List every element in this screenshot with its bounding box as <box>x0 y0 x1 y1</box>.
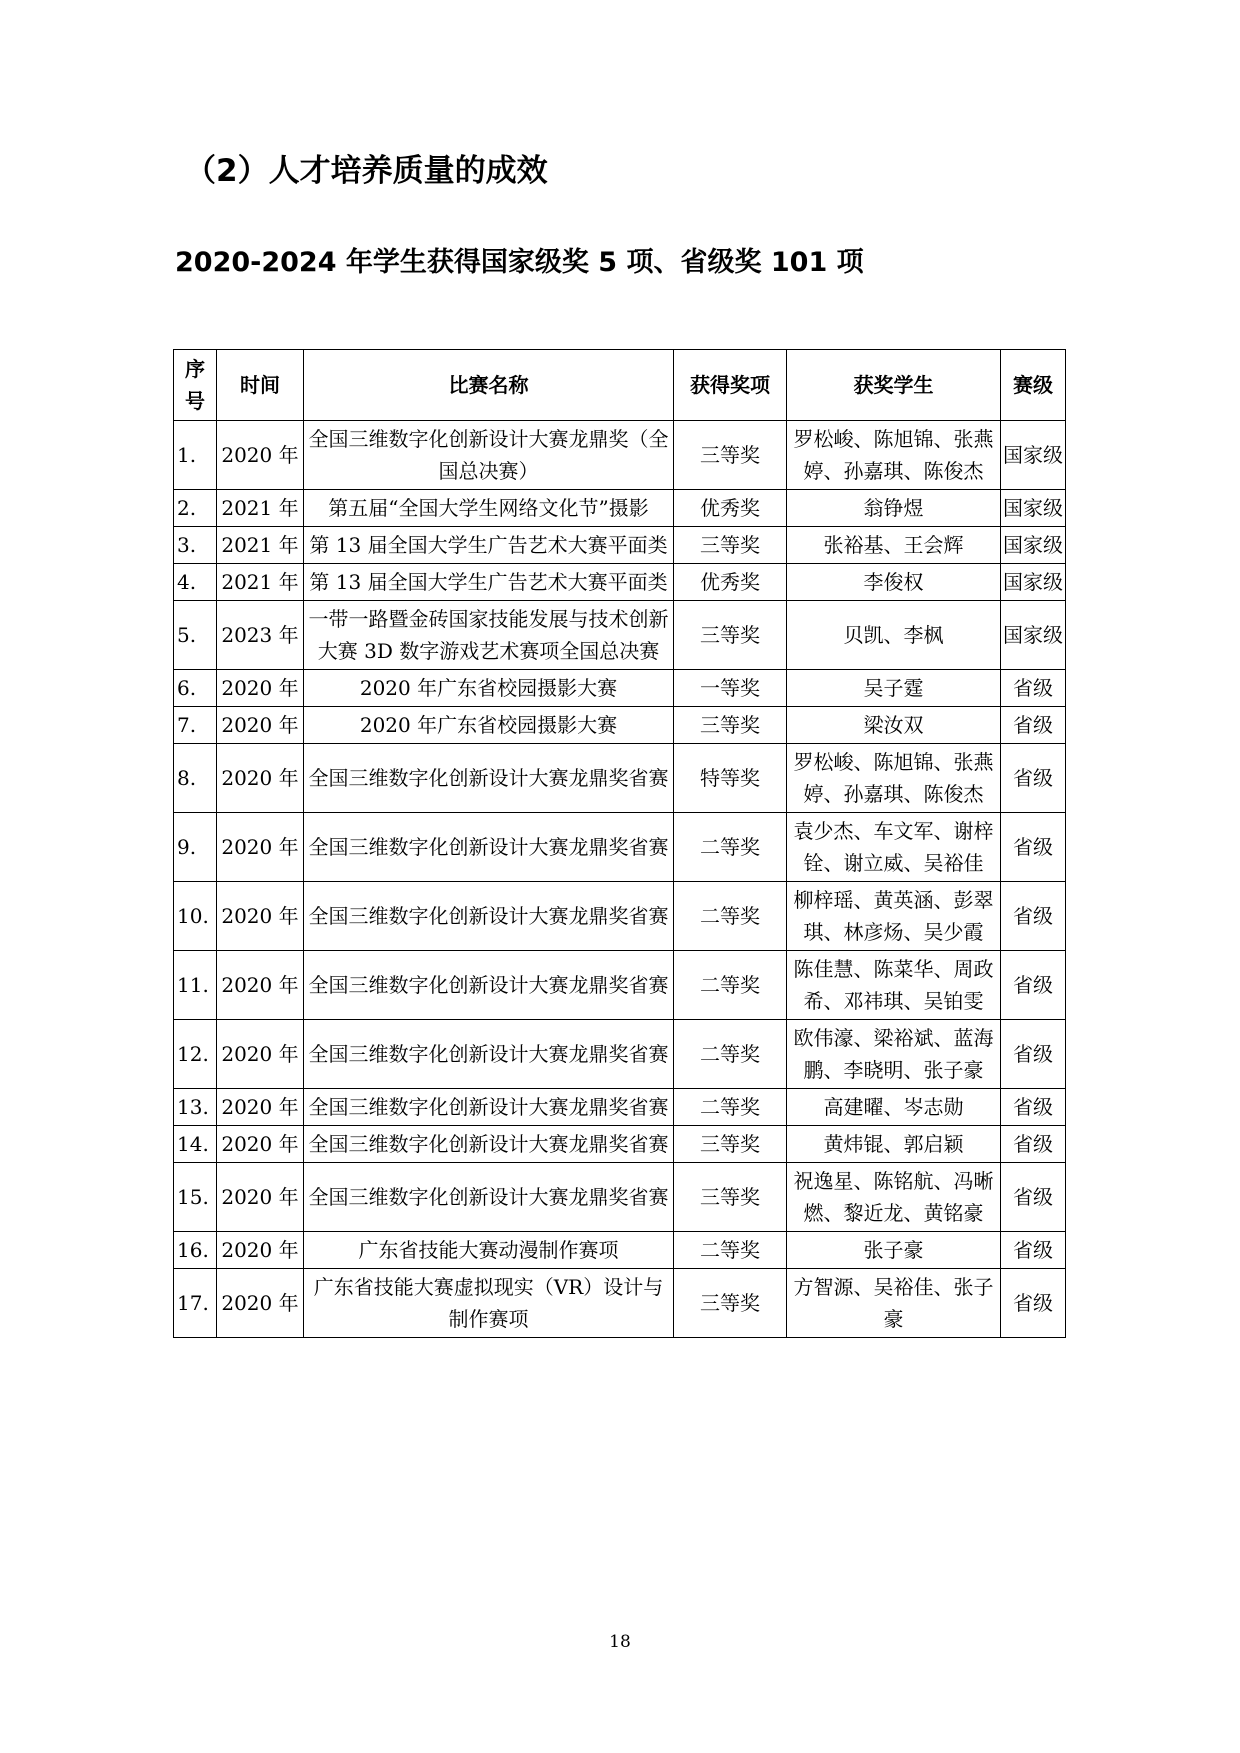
row-year: 2020 年 <box>217 1232 304 1269</box>
row-students: 黄炜锟、郭启颖 <box>787 1126 1001 1163</box>
row-students: 罗松峻、陈旭锦、张燕婷、孙嘉琪、陈俊杰 <box>787 421 1001 490</box>
row-award: 三等奖 <box>674 1269 787 1338</box>
row-students: 翁铮煜 <box>787 490 1001 527</box>
row-award: 二等奖 <box>674 1089 787 1126</box>
row-index: 2. <box>174 490 217 527</box>
row-year: 2021 年 <box>217 490 304 527</box>
row-level: 省级 <box>1001 707 1066 744</box>
header-award: 获得奖项 <box>674 350 787 421</box>
table-row <box>174 1269 1066 1338</box>
row-competition: 第五届“全国大学生网络文化节”摄影 <box>304 490 674 527</box>
row-competition: 广东省技能大赛虚拟现实（VR）设计与制作赛项 <box>304 1269 674 1338</box>
table-row <box>174 1020 1066 1089</box>
row-index: 8. <box>174 744 217 813</box>
row-level: 省级 <box>1001 1163 1066 1232</box>
row-students: 欧伟濠、梁裕斌、蓝海鹏、李晓明、张子豪 <box>787 1020 1001 1089</box>
row-index: 5. <box>174 601 217 670</box>
row-index: 13. <box>174 1089 217 1126</box>
row-level: 国家级 <box>1001 490 1066 527</box>
row-award: 三等奖 <box>674 421 787 490</box>
row-index: 4. <box>174 564 217 601</box>
row-year: 2020 年 <box>217 1163 304 1232</box>
row-index: 17. <box>174 1269 217 1338</box>
header-level: 赛级 <box>1001 350 1066 421</box>
row-index: 3. <box>174 527 217 564</box>
table-row <box>174 1232 1066 1269</box>
row-award: 三等奖 <box>674 527 787 564</box>
table-row <box>174 601 1066 670</box>
table-row <box>174 527 1066 564</box>
header-competition: 比赛名称 <box>304 350 674 421</box>
row-index: 12. <box>174 1020 217 1089</box>
row-level: 省级 <box>1001 670 1066 707</box>
section-heading: （2）人才培养质量的成效 <box>185 153 548 189</box>
row-award: 二等奖 <box>674 1020 787 1089</box>
row-award: 二等奖 <box>674 882 787 951</box>
row-students: 高建曜、岑志勋 <box>787 1089 1001 1126</box>
row-index: 14. <box>174 1126 217 1163</box>
table-row <box>174 882 1066 951</box>
row-level: 省级 <box>1001 1020 1066 1089</box>
row-year: 2021 年 <box>217 564 304 601</box>
row-index: 9. <box>174 813 217 882</box>
row-level: 省级 <box>1001 744 1066 813</box>
header-time: 时间 <box>217 350 304 421</box>
table-row <box>174 813 1066 882</box>
row-award: 一等奖 <box>674 670 787 707</box>
row-level: 国家级 <box>1001 564 1066 601</box>
row-level: 省级 <box>1001 1089 1066 1126</box>
table-row <box>174 951 1066 1020</box>
row-competition: 2020 年广东省校园摄影大赛 <box>304 707 674 744</box>
row-competition: 全国三维数字化创新设计大赛龙鼎奖省赛 <box>304 744 674 813</box>
table-row <box>174 421 1066 490</box>
table-row <box>174 1126 1066 1163</box>
row-level: 省级 <box>1001 951 1066 1020</box>
row-award: 二等奖 <box>674 813 787 882</box>
row-level: 省级 <box>1001 1232 1066 1269</box>
row-year: 2020 年 <box>217 951 304 1020</box>
row-year: 2020 年 <box>217 1269 304 1338</box>
row-index: 6. <box>174 670 217 707</box>
row-competition: 一带一路暨金砖国家技能发展与技术创新大赛 3D 数字游戏艺术赛项全国总决赛 <box>304 601 674 670</box>
row-competition: 第 13 届全国大学生广告艺术大赛平面类 <box>304 564 674 601</box>
row-index: 11. <box>174 951 217 1020</box>
row-competition: 2020 年广东省校园摄影大赛 <box>304 670 674 707</box>
row-competition: 全国三维数字化创新设计大赛龙鼎奖省赛 <box>304 882 674 951</box>
row-students: 袁少杰、车文军、谢梓铨、谢立威、吴裕佳 <box>787 813 1001 882</box>
table-row <box>174 744 1066 813</box>
row-competition: 全国三维数字化创新设计大赛龙鼎奖省赛 <box>304 1163 674 1232</box>
row-students: 祝逸星、陈铭航、冯晰燃、黎近龙、黄铭豪 <box>787 1163 1001 1232</box>
row-year: 2020 年 <box>217 670 304 707</box>
row-competition: 全国三维数字化创新设计大赛龙鼎奖省赛 <box>304 813 674 882</box>
table-row <box>174 707 1066 744</box>
row-competition: 全国三维数字化创新设计大赛龙鼎奖省赛 <box>304 951 674 1020</box>
table-body <box>174 421 1066 1338</box>
row-index: 15. <box>174 1163 217 1232</box>
table-row <box>174 1163 1066 1232</box>
row-level: 省级 <box>1001 1269 1066 1338</box>
row-award: 特等奖 <box>674 744 787 813</box>
row-level: 省级 <box>1001 813 1066 882</box>
awards-table <box>173 349 1066 1338</box>
row-award: 优秀奖 <box>674 564 787 601</box>
row-students: 李俊权 <box>787 564 1001 601</box>
row-competition: 全国三维数字化创新设计大赛龙鼎奖省赛 <box>304 1020 674 1089</box>
row-students: 吴子霆 <box>787 670 1001 707</box>
row-index: 10. <box>174 882 217 951</box>
row-year: 2020 年 <box>217 882 304 951</box>
row-students: 贝凯、李枫 <box>787 601 1001 670</box>
row-year: 2020 年 <box>217 744 304 813</box>
row-students: 柳梓瑶、黄英涵、彭翠琪、林彦炀、吴少霞 <box>787 882 1001 951</box>
row-competition: 全国三维数字化创新设计大赛龙鼎奖省赛 <box>304 1126 674 1163</box>
row-index: 16. <box>174 1232 217 1269</box>
table-row <box>174 564 1066 601</box>
row-award: 三等奖 <box>674 1163 787 1232</box>
row-award: 优秀奖 <box>674 490 787 527</box>
row-year: 2020 年 <box>217 1126 304 1163</box>
row-index: 7. <box>174 707 217 744</box>
row-students: 方智源、吴裕佳、张子豪 <box>787 1269 1001 1338</box>
row-year: 2020 年 <box>217 1020 304 1089</box>
row-level: 国家级 <box>1001 601 1066 670</box>
sub-heading: 2020-2024 年学生获得国家级奖 5 项、省级奖 101 项 <box>175 247 864 278</box>
table-row <box>174 670 1066 707</box>
row-competition: 全国三维数字化创新设计大赛龙鼎奖省赛 <box>304 1089 674 1126</box>
row-award: 三等奖 <box>674 601 787 670</box>
row-students: 张裕基、王会辉 <box>787 527 1001 564</box>
row-students: 罗松峻、陈旭锦、张燕婷、孙嘉琪、陈俊杰 <box>787 744 1001 813</box>
row-index: 1. <box>174 421 217 490</box>
row-award: 二等奖 <box>674 951 787 1020</box>
page-number: 18 <box>609 1632 631 1652</box>
row-year: 2020 年 <box>217 1089 304 1126</box>
row-competition: 广东省技能大赛动漫制作赛项 <box>304 1232 674 1269</box>
header-students: 获奖学生 <box>787 350 1001 421</box>
table-row <box>174 490 1066 527</box>
row-level: 省级 <box>1001 882 1066 951</box>
row-award: 三等奖 <box>674 1126 787 1163</box>
row-level: 国家级 <box>1001 527 1066 564</box>
row-year: 2020 年 <box>217 813 304 882</box>
table-row <box>174 1089 1066 1126</box>
row-year: 2020 年 <box>217 421 304 490</box>
row-students: 梁汝双 <box>787 707 1001 744</box>
row-award: 二等奖 <box>674 1232 787 1269</box>
table-header-row <box>174 350 1066 421</box>
row-year: 2021 年 <box>217 527 304 564</box>
row-level: 国家级 <box>1001 421 1066 490</box>
row-competition: 全国三维数字化创新设计大赛龙鼎奖（全国总决赛） <box>304 421 674 490</box>
row-year: 2020 年 <box>217 707 304 744</box>
row-year: 2023 年 <box>217 601 304 670</box>
row-competition: 第 13 届全国大学生广告艺术大赛平面类 <box>304 527 674 564</box>
row-students: 陈佳慧、陈菜华、周政希、邓祎琪、吴铂雯 <box>787 951 1001 1020</box>
row-award: 三等奖 <box>674 707 787 744</box>
row-level: 省级 <box>1001 1126 1066 1163</box>
header-index: 序号 <box>174 350 217 421</box>
row-students: 张子豪 <box>787 1232 1001 1269</box>
